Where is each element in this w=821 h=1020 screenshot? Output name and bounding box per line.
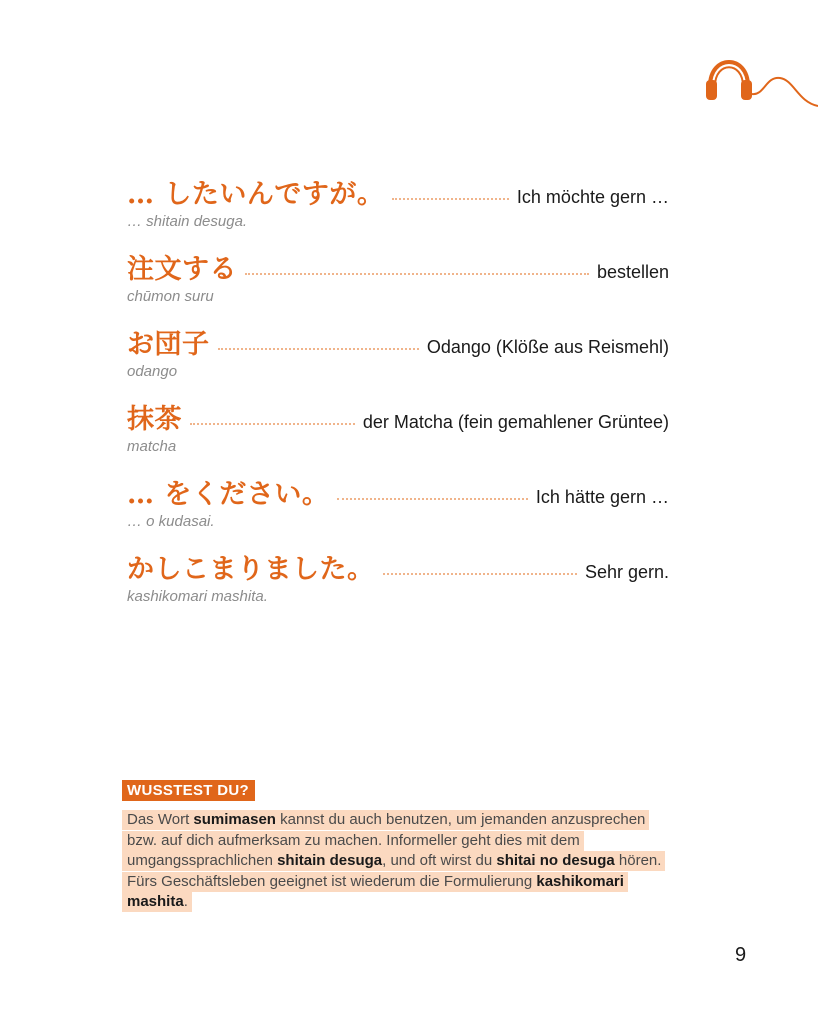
info-text-segment: kannst du auch benutzen, um jemanden anzusprechen bzw. auf dich aufmerksam zu machen. Informeller geht dies mit dem umgangssprachlichen [127,811,646,869]
vocab-entry [127,547,669,605]
dotted-leader [337,498,528,500]
dotted-leader [218,348,419,350]
japanese-phrase: かしこまりました。 [127,554,375,585]
vocab-entry [127,247,669,305]
info-box-body [122,810,665,912]
vocab-entry [127,172,669,230]
info-text-segment: . [183,893,188,910]
romaji-transcription: odango [127,363,178,380]
romaji-transcription: matcha [127,438,177,455]
headphones-icon [700,40,818,110]
german-translation: Sehr gern. [584,562,669,582]
info-box-title: WUSSTEST DU? [122,780,255,801]
german-translation: Odango (Klöße aus Reismehl) [426,337,669,357]
vocab-entry [127,397,669,455]
japanese-phrase: 抹茶 [127,404,182,435]
romaji-transcription: kashikomari mashita. [127,588,268,605]
info-text-segment: , und oft wirst du [382,852,497,869]
info-box [122,780,662,913]
vocab-entry [127,472,669,530]
info-bold-term: kashikomari mashita [127,872,624,910]
dotted-leader [383,573,577,575]
dotted-leader [392,198,509,200]
romaji-transcription: chūmon suru [127,288,214,305]
info-bold-term: sumimasen [193,811,276,828]
german-translation: Ich möchte gern … [516,187,669,207]
german-translation: Ich hätte gern … [535,487,669,507]
info-text-segment: hören. Fürs Geschäftsleben geeignet ist wiederum die Formulierung [127,852,662,890]
japanese-phrase: … したいんですが。 [127,179,385,210]
page-number: 9 [735,944,747,966]
vocab-entry [127,322,669,380]
info-bold-term: shitain desuga [277,852,383,869]
japanese-phrase: 注文する [127,254,237,285]
info-bold-term: shitai no desuga [496,852,615,869]
info-box-text [122,810,662,913]
dotted-leader [245,273,589,275]
info-text-segment: Das Wort [127,811,194,828]
dotted-leader [190,423,355,425]
romaji-transcription: … o kudasai. [127,513,215,530]
romaji-transcription: … shitain desuga. [127,213,248,230]
japanese-phrase: お団子 [127,329,210,360]
japanese-phrase: … をください。 [127,479,330,510]
german-translation: der Matcha (fein gemahlener Grüntee) [362,412,669,432]
german-translation: bestellen [596,262,669,282]
